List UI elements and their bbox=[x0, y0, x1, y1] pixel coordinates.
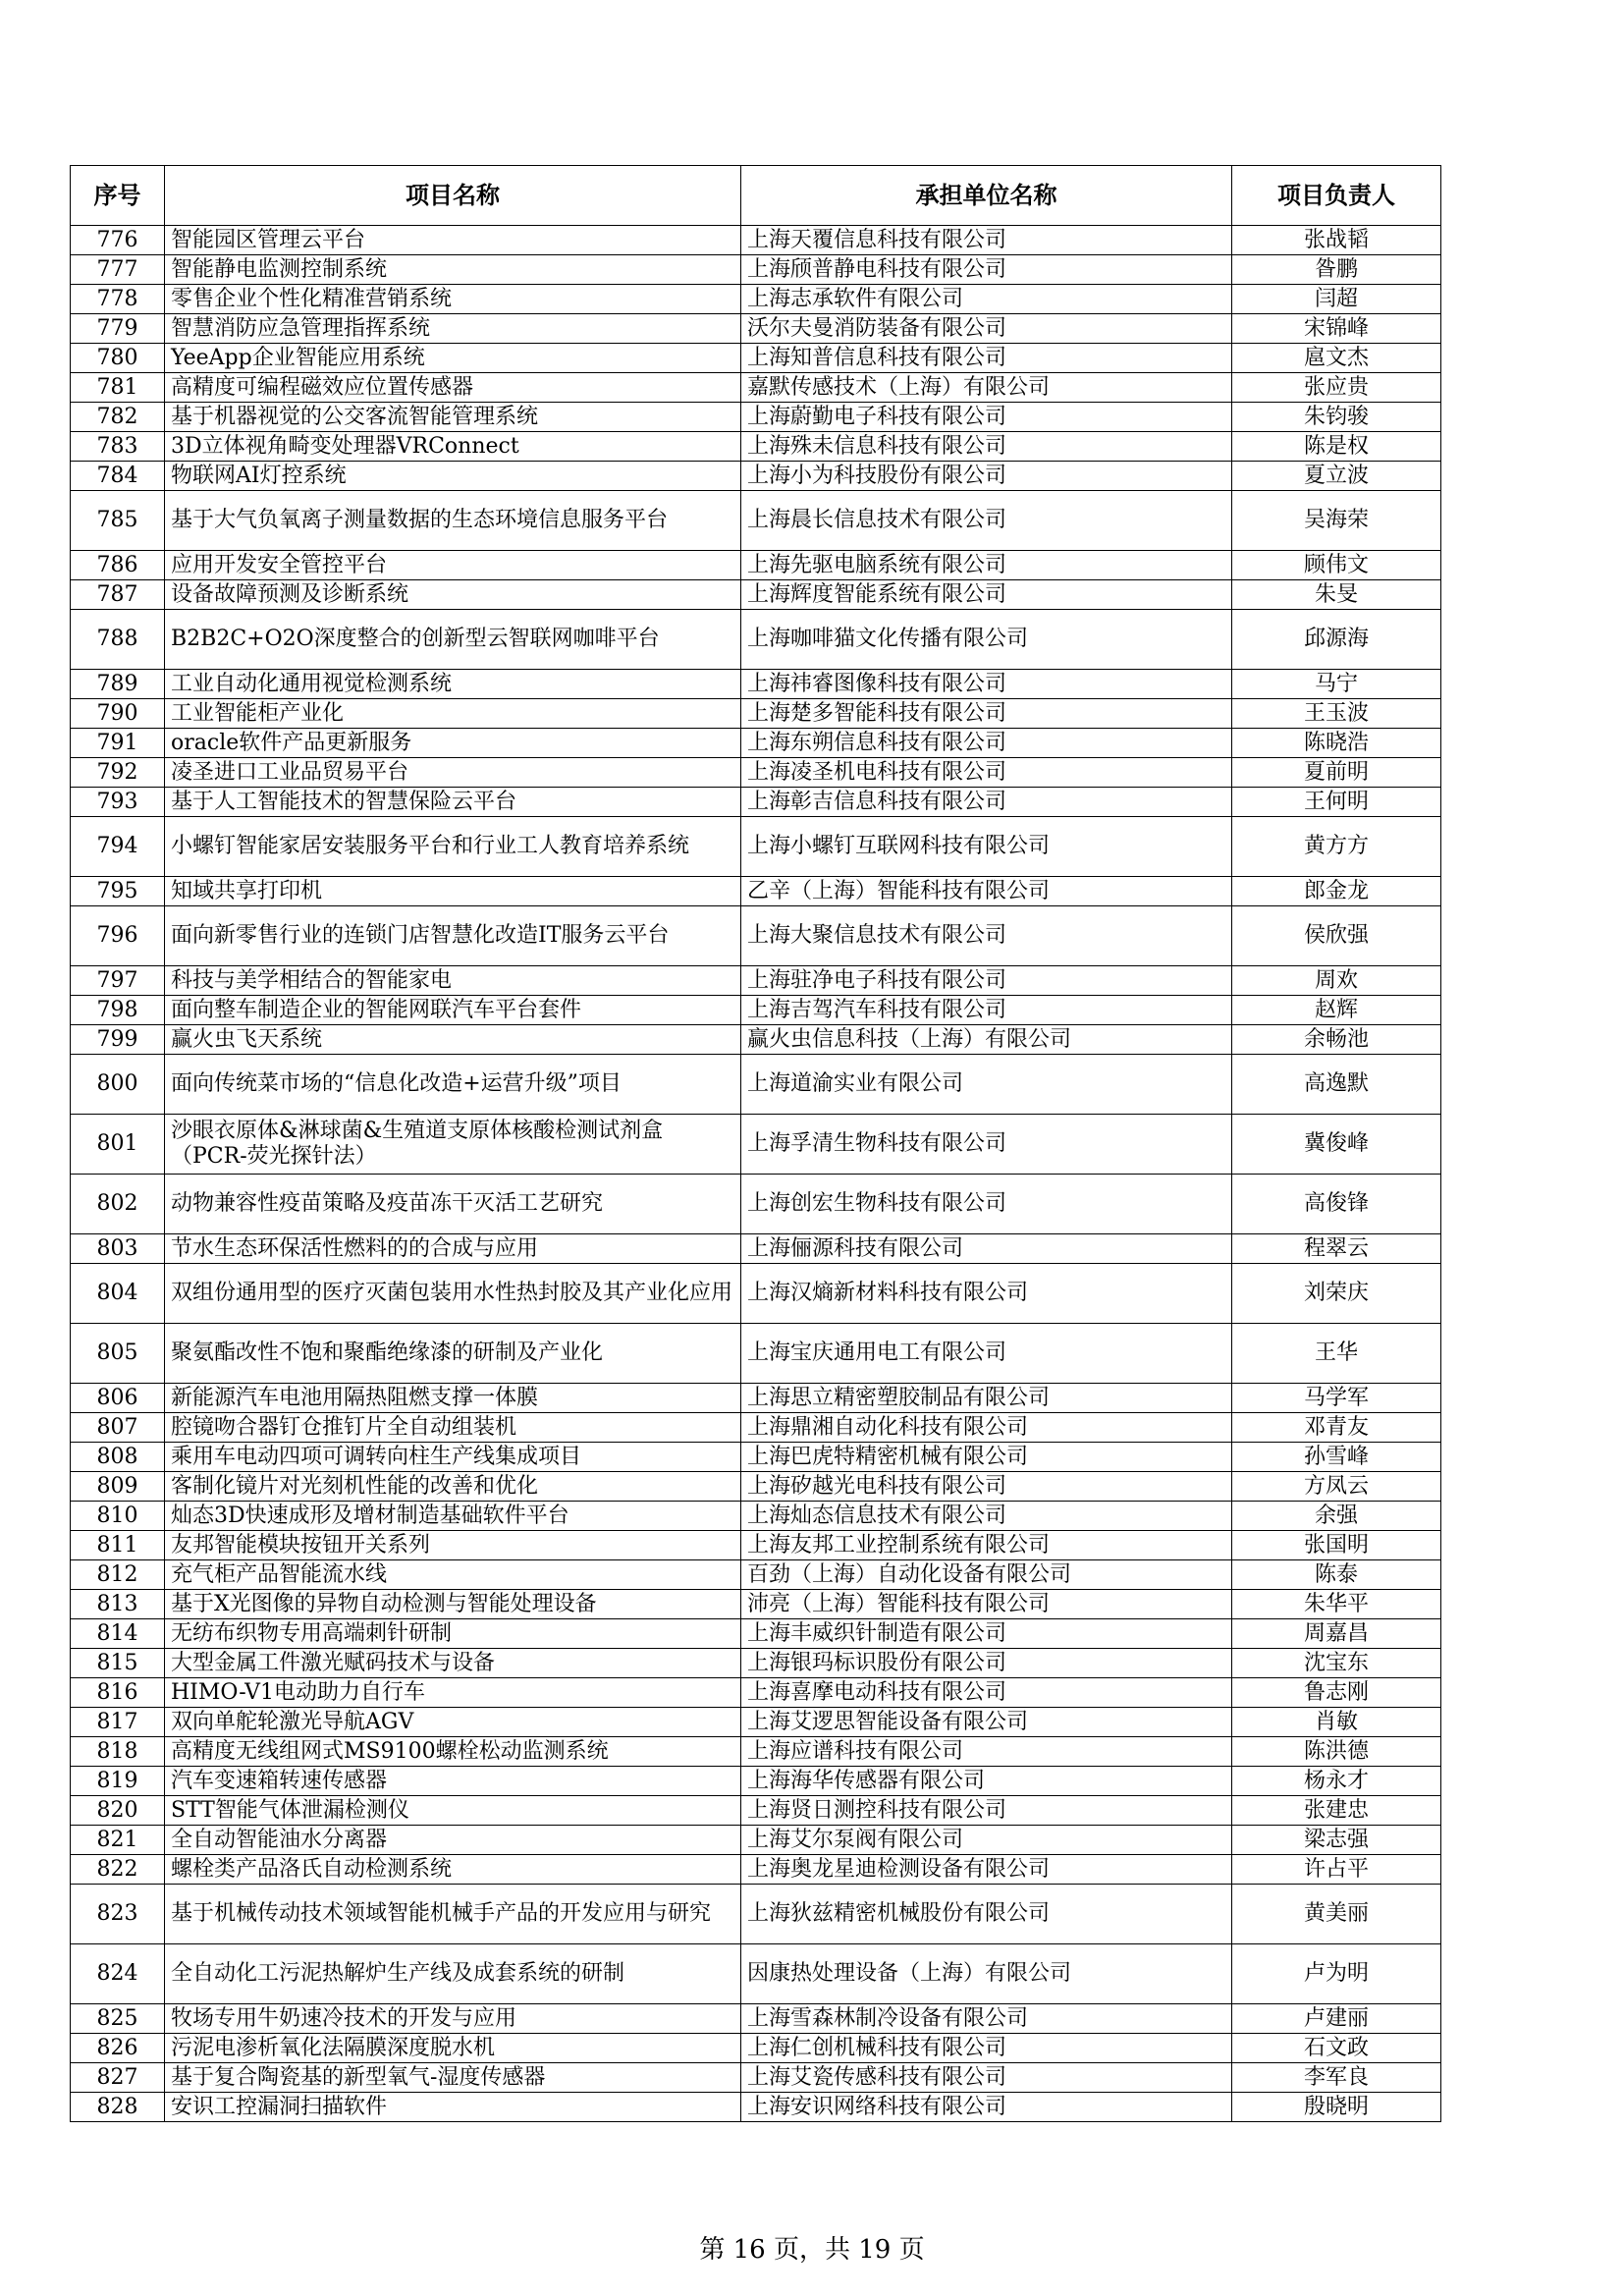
table-row bbox=[71, 1324, 1441, 1384]
cell-project-name: 牧场专用牛奶速冷技术的开发与应用 bbox=[165, 2004, 741, 2034]
cell-serial-number: 804 bbox=[71, 1264, 165, 1324]
cell-unit-name: 上海小为科技股份有限公司 bbox=[741, 462, 1232, 491]
cell-project-name: 凌圣进口工业品贸易平台 bbox=[165, 758, 741, 788]
cell-serial-number: 800 bbox=[71, 1055, 165, 1115]
cell-project-name: 客制化镜片对光刻机性能的改善和优化 bbox=[165, 1472, 741, 1502]
cell-project-name: 全自动化工污泥热解炉生产线及成套系统的研制 bbox=[165, 1944, 741, 2004]
cell-unit-name: 上海驻净电子科技有限公司 bbox=[741, 966, 1232, 996]
cell-project-name: 沙眼衣原体&淋球菌&生殖道支原体核酸检测试剂盒（PCR-荧光探针法） bbox=[165, 1115, 741, 1175]
cell-project-name: 小螺钉智能家居安装服务平台和行业工人教育培养系统 bbox=[165, 817, 741, 877]
cell-serial-number: 788 bbox=[71, 610, 165, 670]
header-project-leader: 项目负责人 bbox=[1232, 166, 1441, 226]
cell-project-leader: 侯欣强 bbox=[1232, 906, 1441, 966]
cell-unit-name: 上海矽越光电科技有限公司 bbox=[741, 1472, 1232, 1502]
cell-serial-number: 828 bbox=[71, 2093, 165, 2122]
cell-project-name: 智能静电监测控制系统 bbox=[165, 255, 741, 285]
cell-unit-name: 上海先驱电脑系统有限公司 bbox=[741, 551, 1232, 580]
cell-project-name: 污泥电渗析氧化法隔膜深度脱水机 bbox=[165, 2034, 741, 2063]
table-row bbox=[71, 2034, 1441, 2063]
cell-serial-number: 819 bbox=[71, 1767, 165, 1796]
cell-project-name: 新能源汽车电池用隔热阻燃支撑一体膜 bbox=[165, 1384, 741, 1413]
table-row bbox=[71, 403, 1441, 432]
cell-project-leader: 朱钧骏 bbox=[1232, 403, 1441, 432]
table-row bbox=[71, 1649, 1441, 1678]
cell-project-name: 工业自动化通用视觉检测系统 bbox=[165, 670, 741, 699]
cell-project-name: 大型金属工件激光赋码技术与设备 bbox=[165, 1649, 741, 1678]
table-row bbox=[71, 1025, 1441, 1055]
cell-serial-number: 825 bbox=[71, 2004, 165, 2034]
cell-unit-name: 上海艾逻思智能设备有限公司 bbox=[741, 1708, 1232, 1737]
cell-project-leader: 杨永才 bbox=[1232, 1767, 1441, 1796]
cell-project-name: 汽车变速箱转速传感器 bbox=[165, 1767, 741, 1796]
cell-unit-name: 上海小螺钉互联网科技有限公司 bbox=[741, 817, 1232, 877]
cell-project-name: 安识工控漏洞扫描软件 bbox=[165, 2093, 741, 2122]
cell-unit-name: 上海鼎湘自动化科技有限公司 bbox=[741, 1413, 1232, 1443]
cell-project-leader: 张战韬 bbox=[1232, 226, 1441, 255]
cell-unit-name: 上海咖啡猫文化传播有限公司 bbox=[741, 610, 1232, 670]
cell-serial-number: 801 bbox=[71, 1115, 165, 1175]
cell-project-name: 基于大气负氧离子测量数据的生态环境信息服务平台 bbox=[165, 491, 741, 551]
cell-unit-name: 嘉默传感技术（上海）有限公司 bbox=[741, 373, 1232, 403]
cell-serial-number: 794 bbox=[71, 817, 165, 877]
cell-project-leader: 许占平 bbox=[1232, 1855, 1441, 1885]
cell-project-name: 物联网AI灯控系统 bbox=[165, 462, 741, 491]
table-row bbox=[71, 788, 1441, 817]
cell-serial-number: 782 bbox=[71, 403, 165, 432]
cell-project-leader: 扈文杰 bbox=[1232, 344, 1441, 373]
cell-serial-number: 807 bbox=[71, 1413, 165, 1443]
cell-project-name: HIMO-V1电动助力自行车 bbox=[165, 1678, 741, 1708]
cell-project-leader: 夏前明 bbox=[1232, 758, 1441, 788]
cell-project-leader: 陈洪德 bbox=[1232, 1737, 1441, 1767]
cell-serial-number: 792 bbox=[71, 758, 165, 788]
cell-serial-number: 787 bbox=[71, 580, 165, 610]
table-row bbox=[71, 1619, 1441, 1649]
cell-project-leader: 殷晓明 bbox=[1232, 2093, 1441, 2122]
cell-project-name: 高精度无线组网式MS9100螺栓松动监测系统 bbox=[165, 1737, 741, 1767]
table-row bbox=[71, 285, 1441, 314]
cell-unit-name: 上海喜摩电动科技有限公司 bbox=[741, 1678, 1232, 1708]
cell-project-name: 面向整车制造企业的智能网联汽车平台套件 bbox=[165, 996, 741, 1025]
cell-project-leader: 夏立波 bbox=[1232, 462, 1441, 491]
cell-project-name: oracle软件产品更新服务 bbox=[165, 729, 741, 758]
table-row bbox=[71, 817, 1441, 877]
table-row bbox=[71, 1443, 1441, 1472]
cell-project-name: 零售企业个性化精准营销系统 bbox=[165, 285, 741, 314]
table-row bbox=[71, 551, 1441, 580]
cell-project-leader: 昝鹏 bbox=[1232, 255, 1441, 285]
table-row bbox=[71, 1115, 1441, 1175]
table-row bbox=[71, 255, 1441, 285]
cell-serial-number: 789 bbox=[71, 670, 165, 699]
cell-serial-number: 797 bbox=[71, 966, 165, 996]
cell-project-leader: 黄方方 bbox=[1232, 817, 1441, 877]
cell-serial-number: 820 bbox=[71, 1796, 165, 1826]
table-row bbox=[71, 1531, 1441, 1560]
cell-unit-name: 上海奥龙星迪检测设备有限公司 bbox=[741, 1855, 1232, 1885]
cell-project-leader: 张应贵 bbox=[1232, 373, 1441, 403]
cell-project-leader: 周嘉昌 bbox=[1232, 1619, 1441, 1649]
cell-unit-name: 因康热处理设备（上海）有限公司 bbox=[741, 1944, 1232, 2004]
cell-unit-name: 上海孚清生物科技有限公司 bbox=[741, 1115, 1232, 1175]
cell-serial-number: 780 bbox=[71, 344, 165, 373]
cell-unit-name: 上海楚多智能科技有限公司 bbox=[741, 699, 1232, 729]
cell-project-leader: 周欢 bbox=[1232, 966, 1441, 996]
table-row bbox=[71, 432, 1441, 462]
cell-serial-number: 785 bbox=[71, 491, 165, 551]
cell-serial-number: 803 bbox=[71, 1234, 165, 1264]
cell-project-leader: 高俊锋 bbox=[1232, 1175, 1441, 1234]
cell-project-name: 螺栓类产品洛氏自动检测系统 bbox=[165, 1855, 741, 1885]
table-row bbox=[71, 2093, 1441, 2122]
cell-project-name: 双向单舵轮激光导航AGV bbox=[165, 1708, 741, 1737]
table-row bbox=[71, 1234, 1441, 1264]
table-row bbox=[71, 1175, 1441, 1234]
cell-unit-name: 上海凌圣机电科技有限公司 bbox=[741, 758, 1232, 788]
cell-unit-name: 上海颀普静电科技有限公司 bbox=[741, 255, 1232, 285]
cell-unit-name: 沛亮（上海）智能科技有限公司 bbox=[741, 1590, 1232, 1619]
cell-project-leader: 朱华平 bbox=[1232, 1590, 1441, 1619]
cell-project-leader: 陈晓浩 bbox=[1232, 729, 1441, 758]
cell-project-name: 3D立体视角畸变处理器VRConnect bbox=[165, 432, 741, 462]
table-row bbox=[71, 462, 1441, 491]
cell-serial-number: 813 bbox=[71, 1590, 165, 1619]
cell-project-leader: 黄美丽 bbox=[1232, 1885, 1441, 1944]
cell-project-name: 聚氨酯改性不饱和聚酯绝缘漆的研制及产业化 bbox=[165, 1324, 741, 1384]
cell-serial-number: 815 bbox=[71, 1649, 165, 1678]
cell-project-leader: 肖敏 bbox=[1232, 1708, 1441, 1737]
table-row bbox=[71, 966, 1441, 996]
cell-project-leader: 赵辉 bbox=[1232, 996, 1441, 1025]
cell-project-leader: 卢建丽 bbox=[1232, 2004, 1441, 2034]
table-body bbox=[71, 226, 1441, 2122]
table-row bbox=[71, 1472, 1441, 1502]
cell-serial-number: 784 bbox=[71, 462, 165, 491]
table-row bbox=[71, 314, 1441, 344]
cell-unit-name: 百劲（上海）自动化设备有限公司 bbox=[741, 1560, 1232, 1590]
cell-project-leader: 张国明 bbox=[1232, 1531, 1441, 1560]
table-row bbox=[71, 1944, 1441, 2004]
cell-project-leader: 邓青友 bbox=[1232, 1413, 1441, 1443]
table-row bbox=[71, 1678, 1441, 1708]
cell-serial-number: 802 bbox=[71, 1175, 165, 1234]
table-row bbox=[71, 699, 1441, 729]
cell-project-name: 高精度可编程磁效应位置传感器 bbox=[165, 373, 741, 403]
cell-unit-name: 上海道渝实业有限公司 bbox=[741, 1055, 1232, 1115]
table-row bbox=[71, 1855, 1441, 1885]
cell-project-leader: 石文政 bbox=[1232, 2034, 1441, 2063]
cell-serial-number: 821 bbox=[71, 1826, 165, 1855]
cell-unit-name: 上海友邦工业控制系统有限公司 bbox=[741, 1531, 1232, 1560]
cell-unit-name: 上海丰威织针制造有限公司 bbox=[741, 1619, 1232, 1649]
cell-project-name: 知域共享打印机 bbox=[165, 877, 741, 906]
cell-project-name: 双组份通用型的医疗灭菌包装用水性热封胶及其产业化应用 bbox=[165, 1264, 741, 1324]
project-table bbox=[70, 165, 1441, 2122]
cell-serial-number: 809 bbox=[71, 1472, 165, 1502]
cell-unit-name: 上海贤日测控科技有限公司 bbox=[741, 1796, 1232, 1826]
cell-serial-number: 779 bbox=[71, 314, 165, 344]
cell-unit-name: 上海吉驾汽车科技有限公司 bbox=[741, 996, 1232, 1025]
cell-unit-name: 上海艾尔泵阀有限公司 bbox=[741, 1826, 1232, 1855]
cell-project-leader: 张建忠 bbox=[1232, 1796, 1441, 1826]
cell-project-name: 节水生态环保活性燃料的的合成与应用 bbox=[165, 1234, 741, 1264]
table-row bbox=[71, 670, 1441, 699]
table-row bbox=[71, 2004, 1441, 2034]
cell-project-leader: 卢为明 bbox=[1232, 1944, 1441, 2004]
cell-project-leader: 宋锦峰 bbox=[1232, 314, 1441, 344]
cell-project-name: 科技与美学相结合的智能家电 bbox=[165, 966, 741, 996]
cell-project-name: 基于机器视觉的公交客流智能管理系统 bbox=[165, 403, 741, 432]
table-row bbox=[71, 2063, 1441, 2093]
cell-serial-number: 824 bbox=[71, 1944, 165, 2004]
cell-project-leader: 郎金龙 bbox=[1232, 877, 1441, 906]
cell-unit-name: 上海俪源科技有限公司 bbox=[741, 1234, 1232, 1264]
cell-unit-name: 上海思立精密塑胶制品有限公司 bbox=[741, 1384, 1232, 1413]
cell-unit-name: 上海巴虎特精密机械有限公司 bbox=[741, 1443, 1232, 1472]
cell-project-leader: 马学军 bbox=[1232, 1384, 1441, 1413]
cell-serial-number: 816 bbox=[71, 1678, 165, 1708]
cell-project-leader: 陈泰 bbox=[1232, 1560, 1441, 1590]
cell-serial-number: 814 bbox=[71, 1619, 165, 1649]
cell-project-name: 腔镜吻合器钉仓推钉片全自动组装机 bbox=[165, 1413, 741, 1443]
cell-project-leader: 顾伟文 bbox=[1232, 551, 1441, 580]
cell-project-leader: 鲁志刚 bbox=[1232, 1678, 1441, 1708]
cell-project-name: 基于复合陶瓷基的新型氧气-湿度传感器 bbox=[165, 2063, 741, 2093]
cell-unit-name: 上海彰吉信息科技有限公司 bbox=[741, 788, 1232, 817]
cell-project-name: 基于X光图像的异物自动检测与智能处理设备 bbox=[165, 1590, 741, 1619]
cell-serial-number: 776 bbox=[71, 226, 165, 255]
cell-project-leader: 沈宝东 bbox=[1232, 1649, 1441, 1678]
cell-project-name: 充气柜产品智能流水线 bbox=[165, 1560, 741, 1590]
cell-serial-number: 823 bbox=[71, 1885, 165, 1944]
cell-project-leader: 王何明 bbox=[1232, 788, 1441, 817]
table-row bbox=[71, 1796, 1441, 1826]
cell-project-name: YeeApp企业智能应用系统 bbox=[165, 344, 741, 373]
table-row bbox=[71, 1885, 1441, 1944]
cell-project-name: 面向传统菜市场的“信息化改造+运营升级”项目 bbox=[165, 1055, 741, 1115]
table-row bbox=[71, 1560, 1441, 1590]
cell-unit-name: 上海创宏生物科技有限公司 bbox=[741, 1175, 1232, 1234]
cell-unit-name: 上海志承软件有限公司 bbox=[741, 285, 1232, 314]
table-row bbox=[71, 996, 1441, 1025]
cell-project-leader: 孙雪峰 bbox=[1232, 1443, 1441, 1472]
table-row bbox=[71, 1590, 1441, 1619]
cell-project-name: 基于人工智能技术的智慧保险云平台 bbox=[165, 788, 741, 817]
cell-unit-name: 上海灿态信息技术有限公司 bbox=[741, 1502, 1232, 1531]
cell-unit-name: 沃尔夫曼消防装备有限公司 bbox=[741, 314, 1232, 344]
table-row bbox=[71, 1264, 1441, 1324]
cell-project-leader: 冀俊峰 bbox=[1232, 1115, 1441, 1175]
cell-serial-number: 783 bbox=[71, 432, 165, 462]
cell-project-leader: 梁志强 bbox=[1232, 1826, 1441, 1855]
cell-project-leader: 马宁 bbox=[1232, 670, 1441, 699]
cell-unit-name: 上海汉熵新材料科技有限公司 bbox=[741, 1264, 1232, 1324]
cell-serial-number: 822 bbox=[71, 1855, 165, 1885]
table-row bbox=[71, 1502, 1441, 1531]
table-row bbox=[71, 729, 1441, 758]
cell-serial-number: 798 bbox=[71, 996, 165, 1025]
cell-unit-name: 上海辉度智能系统有限公司 bbox=[741, 580, 1232, 610]
cell-serial-number: 786 bbox=[71, 551, 165, 580]
cell-unit-name: 上海殊未信息科技有限公司 bbox=[741, 432, 1232, 462]
table-row bbox=[71, 906, 1441, 966]
cell-project-leader: 李军良 bbox=[1232, 2063, 1441, 2093]
cell-serial-number: 778 bbox=[71, 285, 165, 314]
cell-project-name: 工业智能柜产业化 bbox=[165, 699, 741, 729]
cell-unit-name: 上海雪森林制冷设备有限公司 bbox=[741, 2004, 1232, 2034]
table-row bbox=[71, 1708, 1441, 1737]
cell-project-leader: 闫超 bbox=[1232, 285, 1441, 314]
cell-project-leader: 王华 bbox=[1232, 1324, 1441, 1384]
cell-project-name: 基于机械传动技术领域智能机械手产品的开发应用与研究 bbox=[165, 1885, 741, 1944]
header-unit-name: 承担单位名称 bbox=[741, 166, 1232, 226]
cell-serial-number: 791 bbox=[71, 729, 165, 758]
cell-unit-name: 上海天覆信息科技有限公司 bbox=[741, 226, 1232, 255]
table-row bbox=[71, 758, 1441, 788]
cell-project-name: 乘用车电动四项可调转向柱生产线集成项目 bbox=[165, 1443, 741, 1472]
cell-serial-number: 793 bbox=[71, 788, 165, 817]
cell-project-leader: 刘荣庆 bbox=[1232, 1264, 1441, 1324]
cell-unit-name: 上海大聚信息技术有限公司 bbox=[741, 906, 1232, 966]
table-row bbox=[71, 1737, 1441, 1767]
cell-project-name: 全自动智能油水分离器 bbox=[165, 1826, 741, 1855]
cell-serial-number: 818 bbox=[71, 1737, 165, 1767]
cell-serial-number: 811 bbox=[71, 1531, 165, 1560]
table-row bbox=[71, 1055, 1441, 1115]
cell-project-leader: 陈是权 bbox=[1232, 432, 1441, 462]
table-row bbox=[71, 877, 1441, 906]
cell-unit-name: 上海安识网络科技有限公司 bbox=[741, 2093, 1232, 2122]
cell-unit-name: 上海知普信息科技有限公司 bbox=[741, 344, 1232, 373]
table-header-row bbox=[71, 166, 1441, 226]
cell-project-leader: 邱源海 bbox=[1232, 610, 1441, 670]
table-row bbox=[71, 1767, 1441, 1796]
cell-unit-name: 乙辛（上海）智能科技有限公司 bbox=[741, 877, 1232, 906]
cell-project-name: 动物兼容性疫苗策略及疫苗冻干灭活工艺研究 bbox=[165, 1175, 741, 1234]
cell-project-name: 无纺布织物专用高端刺针研制 bbox=[165, 1619, 741, 1649]
cell-serial-number: 796 bbox=[71, 906, 165, 966]
table-row bbox=[71, 580, 1441, 610]
cell-project-leader: 吴海荣 bbox=[1232, 491, 1441, 551]
header-project-name: 项目名称 bbox=[165, 166, 741, 226]
cell-unit-name: 上海狄兹精密机械股份有限公司 bbox=[741, 1885, 1232, 1944]
cell-serial-number: 806 bbox=[71, 1384, 165, 1413]
cell-project-name: 智慧消防应急管理指挥系统 bbox=[165, 314, 741, 344]
cell-project-leader: 余畅池 bbox=[1232, 1025, 1441, 1055]
cell-serial-number: 777 bbox=[71, 255, 165, 285]
cell-serial-number: 812 bbox=[71, 1560, 165, 1590]
cell-serial-number: 826 bbox=[71, 2034, 165, 2063]
cell-project-name: B2B2C+O2O深度整合的创新型云智联网咖啡平台 bbox=[165, 610, 741, 670]
cell-project-leader: 余强 bbox=[1232, 1502, 1441, 1531]
cell-project-name: 智能园区管理云平台 bbox=[165, 226, 741, 255]
cell-serial-number: 781 bbox=[71, 373, 165, 403]
cell-project-leader: 王玉波 bbox=[1232, 699, 1441, 729]
cell-serial-number: 805 bbox=[71, 1324, 165, 1384]
cell-project-leader: 朱旻 bbox=[1232, 580, 1441, 610]
cell-serial-number: 790 bbox=[71, 699, 165, 729]
cell-project-name: 设备故障预测及诊断系统 bbox=[165, 580, 741, 610]
cell-unit-name: 上海仁创机械科技有限公司 bbox=[741, 2034, 1232, 2063]
cell-unit-name: 上海应谱科技有限公司 bbox=[741, 1737, 1232, 1767]
cell-unit-name: 上海海华传感器有限公司 bbox=[741, 1767, 1232, 1796]
cell-serial-number: 817 bbox=[71, 1708, 165, 1737]
cell-serial-number: 799 bbox=[71, 1025, 165, 1055]
table-row bbox=[71, 226, 1441, 255]
cell-project-name: 友邦智能模块按钮开关系列 bbox=[165, 1531, 741, 1560]
cell-unit-name: 上海祎睿图像科技有限公司 bbox=[741, 670, 1232, 699]
cell-unit-name: 上海银玛标识股份有限公司 bbox=[741, 1649, 1232, 1678]
cell-serial-number: 810 bbox=[71, 1502, 165, 1531]
cell-unit-name: 赢火虫信息科技（上海）有限公司 bbox=[741, 1025, 1232, 1055]
cell-unit-name: 上海东朔信息科技有限公司 bbox=[741, 729, 1232, 758]
cell-serial-number: 808 bbox=[71, 1443, 165, 1472]
cell-unit-name: 上海蔚勤电子科技有限公司 bbox=[741, 403, 1232, 432]
cell-serial-number: 827 bbox=[71, 2063, 165, 2093]
table-row bbox=[71, 344, 1441, 373]
cell-project-name: STT智能气体泄漏检测仪 bbox=[165, 1796, 741, 1826]
cell-project-name: 应用开发安全管控平台 bbox=[165, 551, 741, 580]
table-row bbox=[71, 1413, 1441, 1443]
cell-project-name: 面向新零售行业的连锁门店智慧化改造IT服务云平台 bbox=[165, 906, 741, 966]
cell-project-name: 赢火虫飞天系统 bbox=[165, 1025, 741, 1055]
table-row bbox=[71, 1384, 1441, 1413]
cell-project-leader: 高逸默 bbox=[1232, 1055, 1441, 1115]
cell-project-leader: 方凤云 bbox=[1232, 1472, 1441, 1502]
cell-serial-number: 795 bbox=[71, 877, 165, 906]
table-row bbox=[71, 491, 1441, 551]
table-row bbox=[71, 1826, 1441, 1855]
table-row bbox=[71, 373, 1441, 403]
header-serial-number: 序号 bbox=[71, 166, 165, 226]
cell-project-name: 灿态3D快速成形及增材制造基础软件平台 bbox=[165, 1502, 741, 1531]
cell-unit-name: 上海晨长信息技术有限公司 bbox=[741, 491, 1232, 551]
cell-project-leader: 程翠云 bbox=[1232, 1234, 1441, 1264]
table-row bbox=[71, 610, 1441, 670]
cell-unit-name: 上海宝庆通用电工有限公司 bbox=[741, 1324, 1232, 1384]
page-number: 第 16 页，共 19 页 bbox=[699, 2235, 925, 2265]
cell-unit-name: 上海艾瓷传感科技有限公司 bbox=[741, 2063, 1232, 2093]
